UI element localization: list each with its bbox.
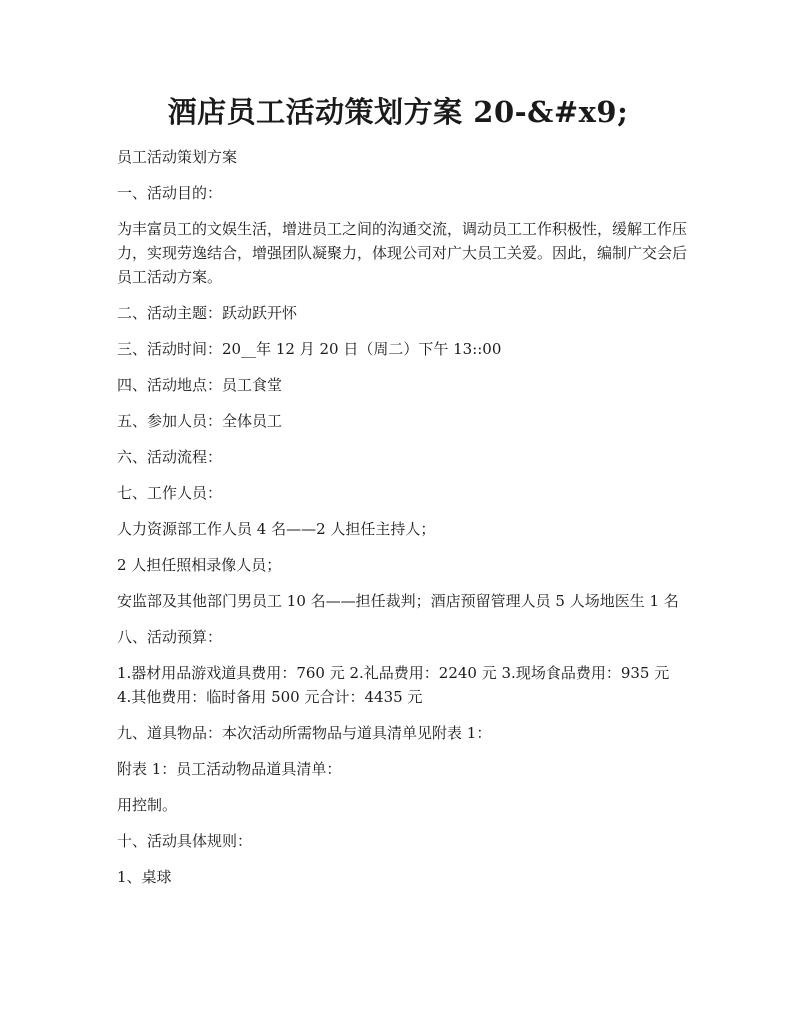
paragraph-referee-staff: 安监部及其他部门男员工 10 名——担任裁判；酒店预留管理人员 5 人场地医生 1 名 [117, 592, 679, 610]
paragraph-budget-details: 1.器材用品游戏道具费用：760 元 2.礼品费用：2240 元 3.现场食品费用：935 元 4.其他费用：临时备用 500 元合计：4435 元 [117, 664, 670, 706]
paragraph-photo-staff: 2 人担任照相录像人员； [117, 556, 282, 574]
paragraph-billiards: 1、桌球 [117, 868, 172, 886]
heading-staff: 七、工作人员： [117, 484, 223, 502]
paragraph-appendix-list: 附表 1：员工活动物品道具清单： [117, 760, 342, 778]
heading-activity-rules: 十、活动具体规则： [117, 832, 253, 850]
paragraph-purpose-text: 为丰富员工的文娱生活，增进员工之间的沟通交流，调动员工工作积极性，缓解工作压力，实现劳逸结合，增强团队凝聚力，体现公司对广大员工关爱。因此，编制广交会后员工活动方案。 [117, 220, 688, 286]
document-title: 酒店员工活动策划方案 20-&#x9; [167, 95, 629, 129]
heading-activity-process: 六、活动流程： [117, 448, 223, 466]
heading-activity-theme: 二、活动主题：跃动跃开怀 [117, 304, 298, 322]
heading-props: 九、道具物品：本次活动所需物品与道具清单见附表 1： [117, 724, 492, 742]
heading-activity-time: 三、活动时间：20__年 12 月 20 日（周二）下午 13::00 [117, 340, 502, 358]
heading-activity-purpose: 一、活动目的： [117, 184, 223, 202]
paragraph-subtitle: 员工活动策划方案 [117, 148, 238, 166]
paragraph-control: 用控制。 [117, 796, 178, 814]
heading-participants: 五、参加人员：全体员工 [117, 412, 283, 430]
paragraph-hr-staff: 人力资源部工作人员 4 名——2 人担任主持人； [117, 520, 436, 538]
heading-activity-budget: 八、活动预算： [117, 628, 223, 646]
heading-activity-location: 四、活动地点：员工食堂 [117, 376, 283, 394]
document-body [117, 145, 687, 901]
